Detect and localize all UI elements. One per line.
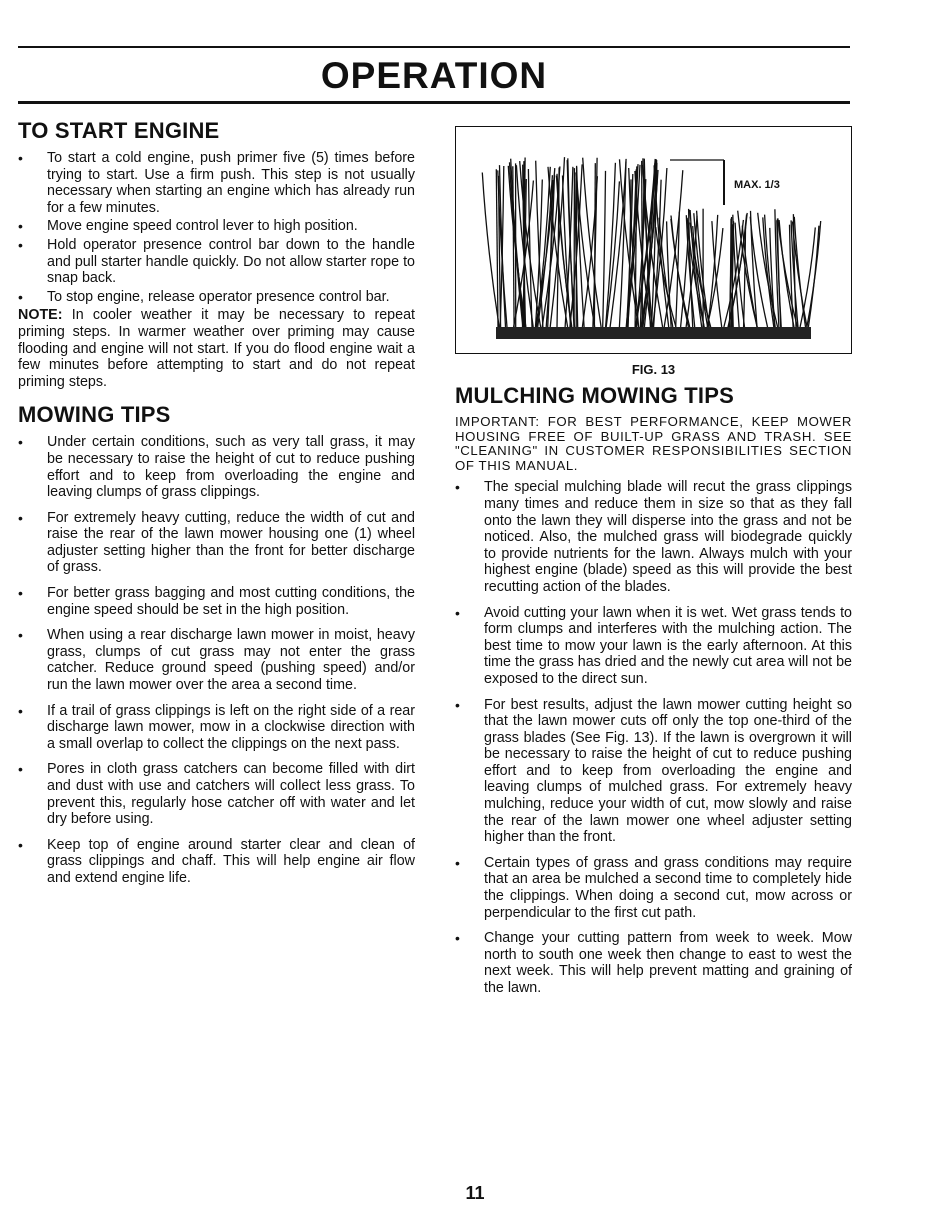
list-item: • Change your cutting pattern from week to week. Mow north to south one week then change to east to west the next week. This will help prevent matting and graining of the lawn. (455, 930, 852, 996)
bullet-icon: • (455, 696, 460, 713)
bullet-icon: • (18, 585, 23, 602)
bullet-icon: • (18, 702, 23, 719)
list-item: • For better grass bagging and most cutting conditions, the engine speed should be set in the high position. (18, 585, 415, 618)
grass-blade (513, 166, 514, 327)
mowing-tips-list (18, 434, 415, 886)
bullet-icon: • (18, 509, 23, 526)
note-label: NOTE: (18, 307, 63, 324)
bullet-icon: • (18, 761, 23, 778)
page-title: OPERATION (320, 55, 548, 96)
left-column (18, 118, 415, 896)
list-item: • Pores in cloth grass catchers can become filled with dirt and dust with use and catchers will collect less grass. To prevent this, regularly hose catcher off with water and let dry before using. (18, 761, 415, 828)
list-item: • Move engine speed control lever to high position. (18, 218, 358, 235)
right-column (455, 118, 852, 1006)
bullet-icon: • (455, 854, 460, 871)
bullet-icon: • (18, 236, 23, 253)
bullet-icon: • (18, 218, 23, 235)
start-engine-heading: TO START ENGINE (18, 118, 220, 143)
list-item: • If a trail of grass clippings is left on the right side of a rear discharge lawn mower, mow in a clockwise direction with a small overlap to collect the clippings on the next pass. (18, 702, 415, 752)
list-item: • Keep top of engine around starter clear and clean of grass clippings and chaff. This will help engine air flow and extend engine life. (18, 836, 415, 886)
list-item: • Avoid cutting your lawn when it is wet. Wet grass tends to form clumps and interferes with the mulching action. The best time to mow your lawn is the early afternoon. At this time the grass has dried and the newly cut area will not be exposed to the direct sun. (455, 604, 852, 687)
grass-blade (800, 227, 815, 327)
list-item: • Certain types of grass and grass conditions may require that an area be mulched a second time to completely hide the clippings. When doing a second cut, mow across or perpendicular to the first cut path. (455, 854, 852, 921)
grass-blade (603, 171, 606, 327)
list-item: • When using a rear discharge lawn mower in moist, heavy grass, clumps of cut grass may not enter the grass catcher. Reduce ground speed (pushing speed) and/or run the lawn mower over the area a second time. (18, 627, 415, 694)
bullet-icon: • (455, 479, 460, 496)
priming-note (18, 307, 415, 390)
ground-strip (496, 327, 811, 339)
list-item: • For extremely heavy cutting, reduce the width of cut and raise the rear of the lawn mower housing one (1) wheel adjuster setting higher than the front for better discharge of grass. (18, 509, 415, 576)
bullet-icon: • (455, 930, 460, 947)
bullet-icon: • (18, 836, 23, 853)
grass-blade (642, 161, 643, 327)
list-item: • To start a cold engine, push primer five (5) times before trying to start. Use a firm push. This step is not usually necessary when starting an engine which has already run for a few minutes. (18, 150, 415, 216)
bullet-icon: • (18, 627, 23, 644)
list-item: • Under certain conditions, such as very tall grass, it may be necessary to raise the height of cut to reduce pushing effort and to keep from overloading the engine and leaving clumps of grass clippings. (18, 434, 415, 501)
bullet-icon: • (455, 604, 460, 621)
mulching-tips-list (455, 479, 852, 996)
mulching-heading: MULCHING MOWING TIPS (455, 383, 734, 408)
title-rule (18, 101, 850, 104)
figure-caption: FIG. 13 (631, 362, 676, 377)
grass-blade (758, 213, 778, 327)
grass-blade (496, 169, 498, 327)
important-notice: IMPORTANT: FOR BEST PERFORMANCE, KEEP MOWER HOUSING FREE OF BUILT-UP GRASS AND TRASH. SEE "CLEANING" IN CUSTOMER RESPONSIBILITIES SECTION OF THIS MANUAL. (455, 414, 852, 473)
bullet-icon: • (18, 434, 23, 451)
max-height-label: MAX. 1/3 (734, 179, 780, 191)
top-rule (18, 46, 850, 48)
page-number: 11 (465, 1183, 485, 1203)
grass-blade (594, 163, 595, 327)
list-item: • Hold operator presence control bar down to the handle and pull starter handle quickly. Do not allow starter rope to snap back. (18, 236, 415, 287)
list-item: • To stop engine, release operator presence control bar. (18, 288, 390, 305)
list-item: • For best results, adjust the lawn mower cutting height so that the lawn mower cuts off only the top one-third of the grass blades (See Fig. 13). If the lawn is overgrown it will be necessary to raise the height of cut to reduce pushing effort and to keep from overloading the engine and leaving clumps of mulched grass. For extremely heavy mulching, reduce your width of cut, mow slowly and raise the rear of the lawn mower one wheel adjuster setting higher than the front. (455, 696, 852, 846)
bullet-icon: • (18, 150, 23, 166)
grass-blade (619, 162, 626, 327)
note-text: In cooler weather it may be necessary to repeat priming steps. In warmer weather over priming may cause flooding and engine will not start. If you do flood engine wait a few minutes before attempting to start and do not repeat priming steps. (18, 307, 415, 390)
bullet-icon: • (18, 288, 23, 305)
figure-13 (455, 126, 852, 354)
mowing-tips-heading: MOWING TIPS (18, 402, 171, 428)
start-engine-list (18, 150, 415, 305)
grass-height-illustration (456, 127, 850, 353)
list-item: • The special mulching blade will recut the grass clippings many times and reduce them in size so that as they fall onto the lawn they will disperse into the grass and not be noticed. Also, the mulched grass will biodegrade quickly to provide nutrients for the lawn. Always mulch with your highest engine (blade) speed as this will provide the best recutting action of the blades. (455, 479, 852, 595)
